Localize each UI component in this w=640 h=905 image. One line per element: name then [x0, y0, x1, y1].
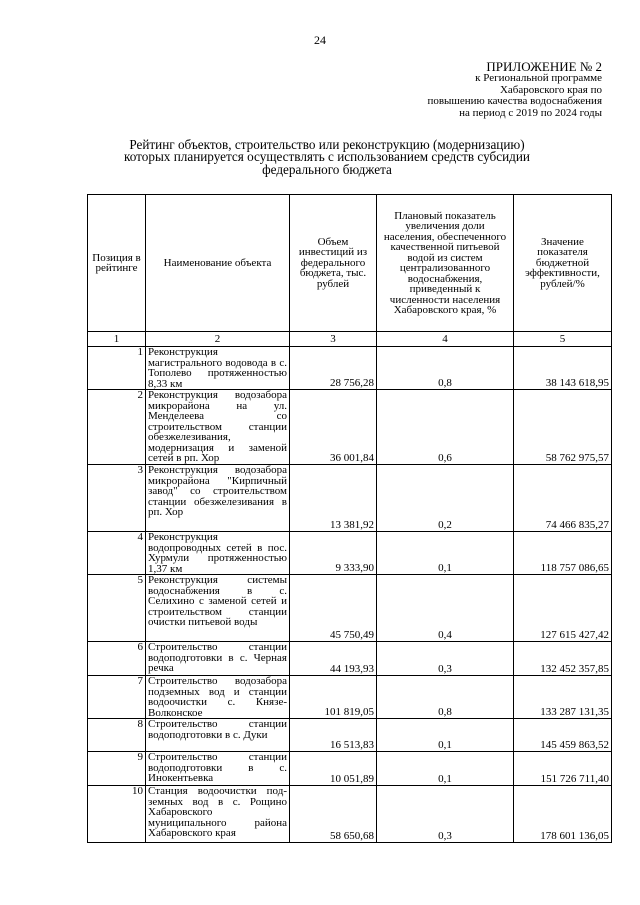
appendix-line: к Региональной программе	[475, 72, 602, 84]
heading-line: федерального бюджета	[262, 161, 392, 177]
row-position: 7	[88, 676, 146, 719]
row-position: 9	[88, 752, 146, 786]
row-indicator: 0,8	[377, 676, 514, 719]
document-heading	[88, 139, 566, 176]
row-position: 10	[88, 786, 146, 843]
column-number: 5	[514, 332, 612, 347]
row-efficiency: 74 466 835,27	[514, 465, 612, 532]
column-number-row	[88, 332, 612, 347]
row-position: 4	[88, 532, 146, 575]
appendix-line: Хабаровского края по	[499, 83, 602, 96]
row-volume: 36 001,84	[290, 390, 377, 465]
row-efficiency: 133 287 131,35	[514, 676, 612, 719]
table-row	[88, 719, 612, 752]
row-indicator: 0,3	[377, 642, 514, 676]
page-number: 24	[314, 33, 326, 47]
rating-table	[87, 194, 612, 843]
heading-line: которых планируется осуществлять с использованием средств субсидии	[124, 149, 530, 165]
header-position: Позиция в рейтинге	[88, 195, 146, 332]
row-indicator: 0,3	[377, 786, 514, 843]
row-indicator: 0,1	[377, 752, 514, 786]
row-position: 6	[88, 642, 146, 676]
row-efficiency: 38 143 618,95	[514, 347, 612, 390]
row-indicator: 0,1	[377, 719, 514, 752]
appendix-line: повышению качества водоснабжения	[427, 95, 602, 107]
column-number: 4	[377, 332, 514, 347]
header-indicator: Плановый показатель увеличения доли населения, обеспеченного качественной питьевой водой из систем централизованного водоснабжения, приведенный к численности населения Хабаровского края, %	[377, 195, 514, 332]
row-volume: 58 650,68	[290, 786, 377, 843]
row-object-name: Реконструкция системы водоснабжения в с. Селихино с заменой сетей и строительством станции очистки питьевой воды	[146, 575, 290, 642]
table-row	[88, 575, 612, 642]
row-position: 5	[88, 575, 146, 642]
row-volume: 101 819,05	[290, 676, 377, 719]
appendix-line: на период с 2019 по 2024 годы	[459, 106, 602, 119]
row-efficiency: 132 452 357,85	[514, 642, 612, 676]
row-object-name: Строительство станции водоподготовки в с. Инокентьевка	[146, 752, 290, 786]
table-row	[88, 532, 612, 575]
table-row	[88, 390, 612, 465]
row-indicator: 0,2	[377, 465, 514, 532]
row-efficiency: 127 615 427,42	[514, 575, 612, 642]
row-efficiency: 145 459 863,52	[514, 719, 612, 752]
table-row	[88, 676, 612, 719]
table-row	[88, 786, 612, 843]
table-row	[88, 642, 612, 676]
header-volume: Объем инвестиций из федерального бюджета, тыс. рублей	[290, 195, 377, 332]
row-object-name: Строительство станции водоподготовки в с. Черная речка	[146, 642, 290, 676]
row-volume: 44 193,93	[290, 642, 377, 676]
row-volume: 13 381,92	[290, 465, 377, 532]
row-volume: 16 513,83	[290, 719, 377, 752]
heading-line: Рейтинг объектов, строительство или реконструкцию (модернизацию)	[129, 137, 525, 152]
row-position: 8	[88, 719, 146, 752]
row-efficiency: 118 757 086,65	[514, 532, 612, 575]
row-position: 2	[88, 390, 146, 465]
row-position: 1	[88, 347, 146, 390]
row-volume: 28 756,28	[290, 347, 377, 390]
row-position: 3	[88, 465, 146, 532]
header-efficiency: Значение показателя бюджетной эффективности, рублей/%	[514, 195, 612, 332]
row-object-name: Строительство станции водоподготовки в с. Дуки	[146, 719, 290, 752]
table-row	[88, 347, 612, 390]
row-object-name: Реконструкция магистрального водовода в с. Тополево протяженностью 8,33 км	[146, 347, 290, 390]
row-object-name: Реконструкция водозабора микрорайона на ул. Менделеева со строительством станции обезжелезивания, модернизация и заменой сетей в рп. Хор	[146, 390, 290, 465]
table-row	[88, 465, 612, 532]
row-volume: 45 750,49	[290, 575, 377, 642]
row-efficiency: 178 601 136,05	[514, 786, 612, 843]
table-row	[88, 752, 612, 786]
row-indicator: 0,8	[377, 347, 514, 390]
header-row	[88, 195, 612, 332]
row-object-name: Реконструкция водопроводных сетей в пос. Хурмули протяженностью 1,37 км	[146, 532, 290, 575]
row-object-name: Реконструкция водозабора микрорайона "Кирпичный завод" со строительством станции обезжелезивания в рп. Хор	[146, 465, 290, 532]
column-number: 1	[88, 332, 146, 347]
row-indicator: 0,6	[377, 390, 514, 465]
row-efficiency: 151 726 711,40	[514, 752, 612, 786]
column-number: 2	[146, 332, 290, 347]
row-indicator: 0,1	[377, 532, 514, 575]
row-efficiency: 58 762 975,57	[514, 390, 612, 465]
row-volume: 10 051,89	[290, 752, 377, 786]
header-name: Наименование объекта	[146, 195, 290, 332]
appendix-title: ПРИЛОЖЕНИЕ № 2	[486, 59, 602, 74]
appendix-block	[427, 60, 602, 119]
column-number: 3	[290, 332, 377, 347]
row-indicator: 0,4	[377, 575, 514, 642]
row-object-name: Строительство водозабора подземных вод и станции водоочистки с. Князе-Волконское	[146, 676, 290, 719]
row-volume: 9 333,90	[290, 532, 377, 575]
row-object-name: Станция водоочистки под-земных вод в с. Рощино Хабаровского муниципального района Хабаровского края	[146, 786, 290, 843]
